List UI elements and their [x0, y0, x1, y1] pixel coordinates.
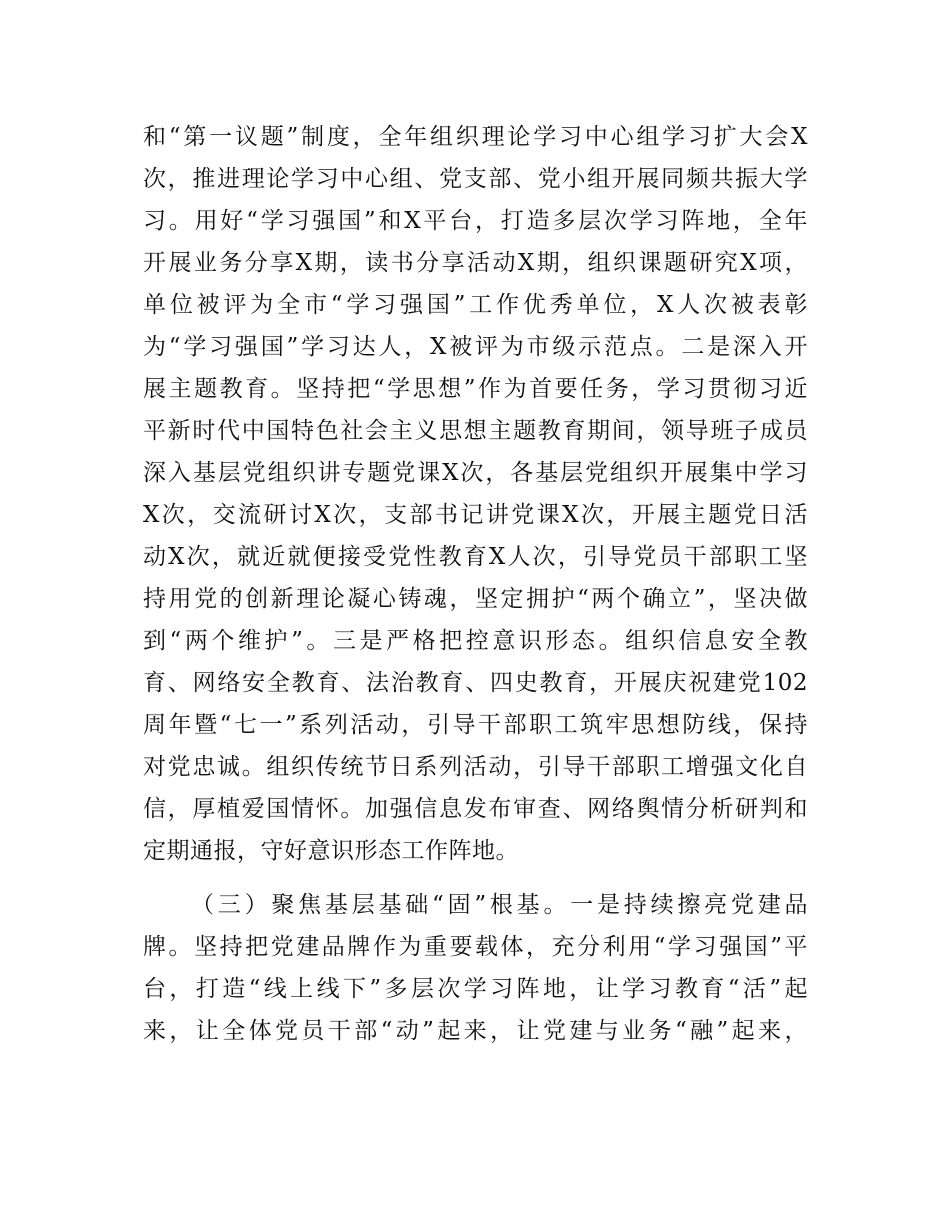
text-line: （三）聚焦基层基础“固”根基。一是持续擦亮党建品	[191, 892, 808, 918]
text-line: X次，交流研讨X次，支部书记讲党课X次，开展主题党日活	[143, 502, 808, 528]
text-line: 来，让全体党员干部“动”起来，让党建与业务“融”起来，	[143, 1018, 808, 1044]
text-line: 单位被评为全市“学习强国”工作优秀单位，X人次被表彰	[143, 292, 808, 318]
text-line: 育、网络安全教育、法治教育、四史教育，开展庆祝建党102	[143, 670, 808, 696]
text-line: 开展业务分享X期，读书分享活动X期，组织课题研究X项，	[143, 250, 808, 276]
text-line: 展主题教育。坚持把“学思想”作为首要任务，学习贯彻习近	[143, 376, 808, 402]
text-line: 持用党的创新理论凝心铸魂，坚定拥护“两个确立”，坚决做	[143, 586, 808, 612]
text-line: 平新时代中国特色社会主义思想主题教育期间，领导班子成员	[143, 418, 808, 444]
text-line: 深入基层党组织讲专题党课X次，各基层党组织开展集中学习	[143, 460, 808, 486]
text-line: 动X次，就近就便接受党性教育X人次，引导党员干部职工坚	[143, 544, 808, 570]
text-line: 次，推进理论学习中心组、党支部、党小组开展同频共振大学	[143, 166, 808, 192]
text-line: 信，厚植爱国情怀。加强信息发布审查、网络舆情分析研判和	[143, 796, 808, 822]
text-line: 台，打造“线上线下”多层次学习阵地，让学习教育“活”起	[143, 976, 808, 1002]
text-line: 定期通报，守好意识形态工作阵地。	[143, 838, 519, 864]
text-line: 习。用好“学习强国”和X平台，打造多层次学习阵地，全年	[143, 208, 808, 234]
text-line: 和“第一议题”制度，全年组织理论学习中心组学习扩大会X	[143, 124, 808, 150]
text-line: 对党忠诚。组织传统节日系列活动，引导干部职工增强文化自	[143, 754, 808, 780]
text-line: 到“两个维护”。三是严格把控意识形态。组织信息安全教	[143, 628, 808, 654]
text-line: 为“学习强国”学习达人，X被评为市级示范点。二是深入开	[143, 334, 808, 360]
text-line: 周年暨“七一”系列活动，引导干部职工筑牢思想防线，保持	[143, 712, 808, 738]
text-line: 牌。坚持把党建品牌作为重要载体，充分利用“学习强国”平	[143, 934, 808, 960]
